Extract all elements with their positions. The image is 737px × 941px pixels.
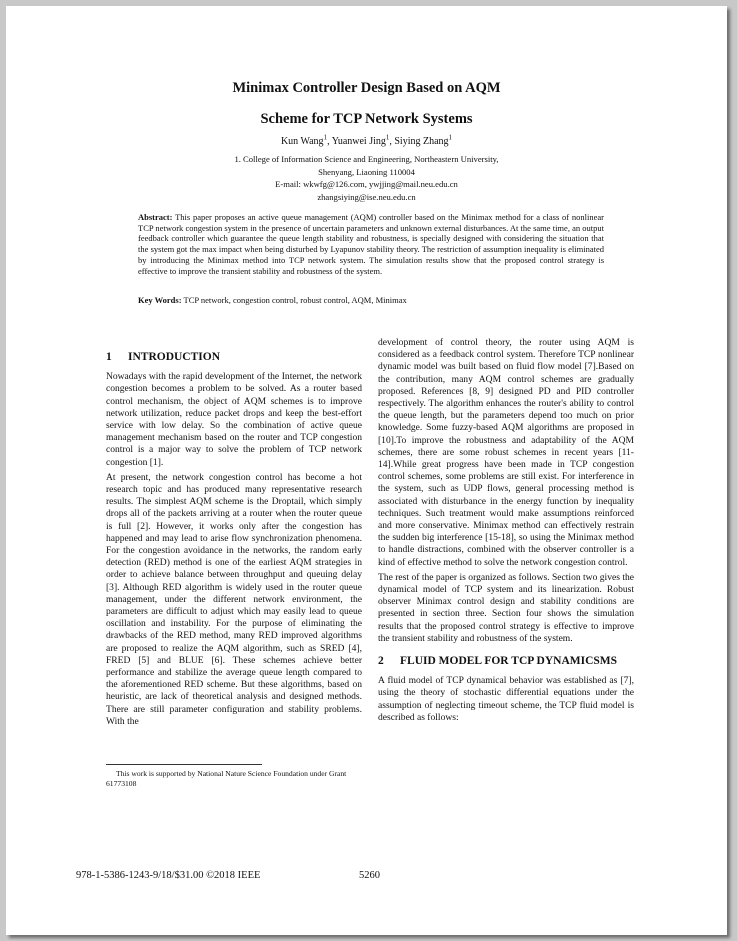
paragraph: development of control theory, the router using AQM is considered as a feedback control system. Therefore TCP nonlinear dynamic model was built based on fluid flow model [7].Based on the contribution, many AQM control schemes are gradually proposed. References [8, 9] designed PD and PID controller respectively. The algorithm enhances the router's ability to control the queue length, but the parameters depend too much on prior knowledge. Some fuzzy-based AQM algorithms are proposed in [10].To improve the robustness and adaptability of the AQM schemes, there are some robust schemes in recent years [11-14].While great progress have been made in TCP congestion control schemes, some problems are still exist. For interference in the system, such as UDP flows, general processing method is associated with disturbance in the energy function by inequality techniques. Such treatment would make assumptions reinforced and more conservative. Minimax method can effectively restrain the sudden big interference [15-18], so using the Minimax method to handle distractions, combined with the observer controller is a kind of effective method to solve the network congestion control. xyxy=(378,337,634,568)
section-title: FLUID MODEL FOR TCP DYNAMICSMS xyxy=(400,655,618,668)
paper-title-line-2: Scheme for TCP Network Systems xyxy=(260,111,473,127)
author-affiliation-mark: 1 xyxy=(323,133,328,142)
affiliation-block xyxy=(6,153,727,203)
author-name: Kun Wang xyxy=(280,136,324,147)
abstract-text: This paper proposes an active queue management (AQM) controller based on the Minimax method for a class of nonlinear TCP network congestion system in the presence of uncertain parameters and unknown external disturbances. At the same time, an output feedback controller which guarantee the queue length stability and robustness, is specially designed with considering the situation that the system got the max impact when being disturbed by Lyapunov stability theory. The restriction of assumption inequality is eliminated by introducing the Minimax method into TCP network system. The simulation results show that the proposed control strategy is effective to improve the transient stability and robustness of the system. xyxy=(138,212,604,276)
section-number: 1 xyxy=(106,351,112,363)
footnote: This work is supported by National Nature Science Foundation under Grant 61773108 xyxy=(106,769,347,788)
page-number: 5260 xyxy=(359,870,380,881)
author-affiliation-mark: 1 xyxy=(448,133,453,142)
affiliation-email-line: zhangsiying@ise.neu.edu.cn xyxy=(317,191,416,202)
paragraph: A fluid model of TCP dynamical behavior was established as [7], using the theory of stochastic differential equations under the assumption of neglecting timeout scheme, the TCP fluid model is described as follows: xyxy=(378,675,634,723)
affiliation-email-line: E-mail: wkwfg@126.com, ywjjing@mail.neu.edu.cn xyxy=(275,179,458,190)
footnote-rule xyxy=(106,764,262,765)
section-heading-introduction xyxy=(106,351,362,363)
section-number: 2 xyxy=(378,655,384,668)
keywords xyxy=(138,295,604,306)
right-column xyxy=(378,337,634,727)
left-column xyxy=(106,345,362,731)
paper-title-line-1: Minimax Controller Design Based on AQM xyxy=(232,80,501,96)
author-name: Siying Zhang xyxy=(394,136,449,147)
affiliation-line: 1. College of Information Science and Engineering, Northeastern University, xyxy=(234,154,499,164)
keywords-text: TCP network, congestion control, robust control, AQM, Minimax xyxy=(183,295,407,305)
section-title: INTRODUCTION xyxy=(128,351,221,363)
author-name: Yuanwei Jing xyxy=(331,136,386,147)
paragraph: Nowadays with the rapid development of the Internet, the network congestion becomes a problem to be solved. As a router based control mechanism, the object of AQM schemes is to improve network utilization, reduce packet drops and keep the best-effort service with low delay. So the combination of active queue management mechanism based on the router and TCP congestion control is a major way to solve the problem of TCP network congestion [1]. xyxy=(106,371,362,468)
paper-page xyxy=(6,6,727,935)
author-affiliation-mark: 1 xyxy=(385,133,390,142)
keywords-label: Key Words: xyxy=(138,295,182,305)
author-list: Kun Wang$^1$, Yuanwei Jing$^1$, Siying Zhang$^1$ xyxy=(280,133,453,147)
footer-isbn: 978-1-5386-1243-9/18/$31.00 ©2018 IEEE xyxy=(76,870,261,881)
abstract-label: Abstract: xyxy=(138,212,173,222)
affiliation-line: Shenyang, Liaoning 110004 xyxy=(318,166,415,177)
section-heading-fluid-model xyxy=(378,655,634,667)
paragraph: At present, the network congestion control has become a hot research topic and has produced many representative research results. The simplest AQM scheme is the Droptail, which simply drops all of the packets arriving at a router when the router queue is full [2]. However, it works only after the congestion has happened and may lead to arise flow synchronization phenomena. For the congestion avoidance in the networks, the random early detection (RED) method is one of the earliest AQM strategies in order to achieve balance between throughput and queuing delay [3]. Although RED algorithm is widely used in the router queue management, under the different network environment, the parameters are difficult to adjust which may easily lead to queue oscillation and instability. For the purpose of eliminating the drawbacks of the RED method, many RED improved algorithms are proposed to realize the AQM algorithm, such as SRED [4], FRED [5] and BLUE [6]. These schemes achieve better performance and stabilize the average queue length compared to the aforementioned RED scheme. But these algorithms, based on heuristic, are lack of theoretical analysis and designed methods. There are still parameter configuration and stability problems. With the xyxy=(106,471,362,727)
abstract xyxy=(138,212,604,276)
paragraph: The rest of the paper is organized as follows. Section two gives the dynamical model of TCP system and its linearization. Robust observer Minimax control design and stability conditions are presented in section three. Section four shows the simulation results that the proposed control strategy is effective to improve the transient stability and robustness of the system. xyxy=(378,571,634,644)
